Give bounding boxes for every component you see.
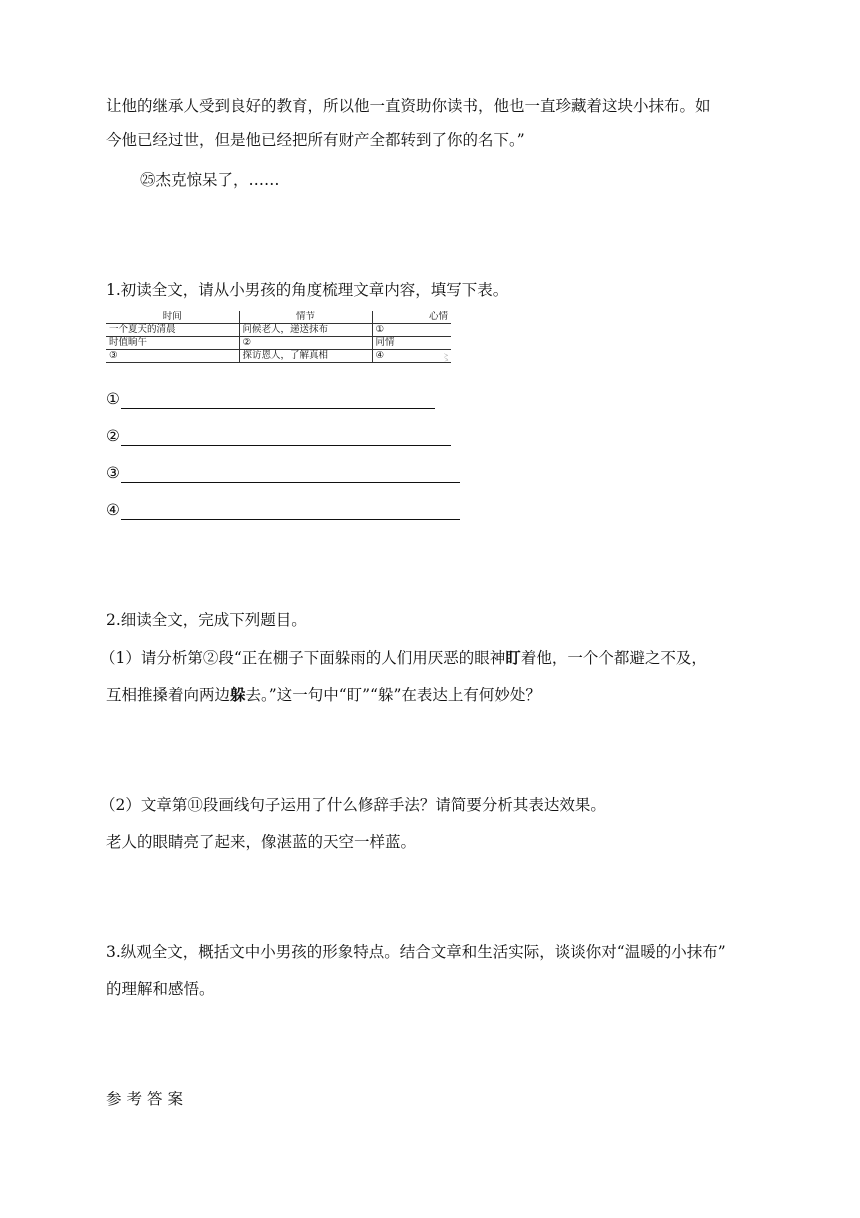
table-cell: 问候老人，递送抹布	[239, 324, 372, 337]
blank-number: ④	[106, 501, 120, 519]
q2-sub1-line-2: 互相推搡着向两边躲去。”这一句中“盯”“躲”在表达上有何妙处？	[106, 685, 541, 704]
table-row	[106, 337, 451, 350]
table-cell: ③	[106, 350, 239, 363]
answer-blank-3[interactable]	[106, 463, 460, 483]
q1-table	[106, 311, 451, 363]
blank-underline	[121, 392, 435, 409]
blank-number: ①	[106, 390, 120, 408]
blank-number: ②	[106, 427, 120, 445]
q2-sub2-line-1: （2）文章第⑪段画线句子运用了什么修辞手法？请简要分析其表达效果。	[100, 796, 606, 814]
table-cell: ①	[372, 324, 451, 337]
blank-underline	[121, 503, 460, 520]
passage-line-1: 让他的继承人受到良好的教育，所以他一直资助你读书，他也一直珍藏着这块小抹布。如	[106, 97, 711, 115]
answer-blank-2[interactable]	[106, 426, 451, 446]
blank-underline	[121, 466, 460, 483]
q2-sub2-line-2: 老人的眼睛亮了起来，像湛蓝的天空一样蓝。	[106, 833, 417, 851]
bold-word: 躲	[230, 685, 246, 704]
table-row	[106, 324, 451, 337]
table-cell: ④	[372, 350, 451, 363]
table-cell: ②	[239, 337, 372, 350]
q2-sub1-line-1: （1）请分析第②段“正在棚子下面躲雨的人们用厌恶的眼神盯着他，一个个都避之不及，	[100, 648, 707, 667]
q3-line-2: 的理解和感悟。	[106, 980, 215, 998]
bold-word: 盯	[505, 648, 521, 667]
blank-underline	[121, 429, 451, 446]
table-row	[106, 350, 451, 363]
passage-line-2: 今他已经过世，但是他已经把所有财产全都转到了你的名下。”	[106, 131, 525, 149]
table-header-row	[106, 311, 451, 324]
q3-line-1: 3.纵观全文，概括文中小男孩的形象特点。结合文章和生活实际，谈谈你对“温暖的小抹布”	[106, 943, 726, 961]
blank-number: ③	[106, 464, 120, 482]
q2-prompt: 2.细读全文，完成下列题目。	[106, 611, 307, 629]
q1-prompt: 1.初读全文，请从小男孩的角度梳理文章内容，填写下表。	[106, 281, 509, 299]
table-cell: 时值晌午	[106, 337, 239, 350]
table-cell: 探访恩人，了解真相	[239, 350, 372, 363]
table-header-cell: 情节	[239, 311, 372, 324]
answer-blank-4[interactable]	[106, 500, 460, 520]
answer-section-title: 参考答案	[106, 1090, 189, 1108]
answer-blank-1[interactable]	[106, 389, 435, 409]
table-cell: 同情	[372, 337, 451, 350]
passage-line-3: ㉕杰克惊呆了，……	[140, 171, 280, 189]
table-header-cell: 时间	[106, 311, 239, 324]
table-cutoff-mark: 〻	[441, 353, 451, 364]
table-header-cell: 心情	[372, 311, 451, 324]
table-cell: 一个夏天的清晨	[106, 324, 239, 337]
